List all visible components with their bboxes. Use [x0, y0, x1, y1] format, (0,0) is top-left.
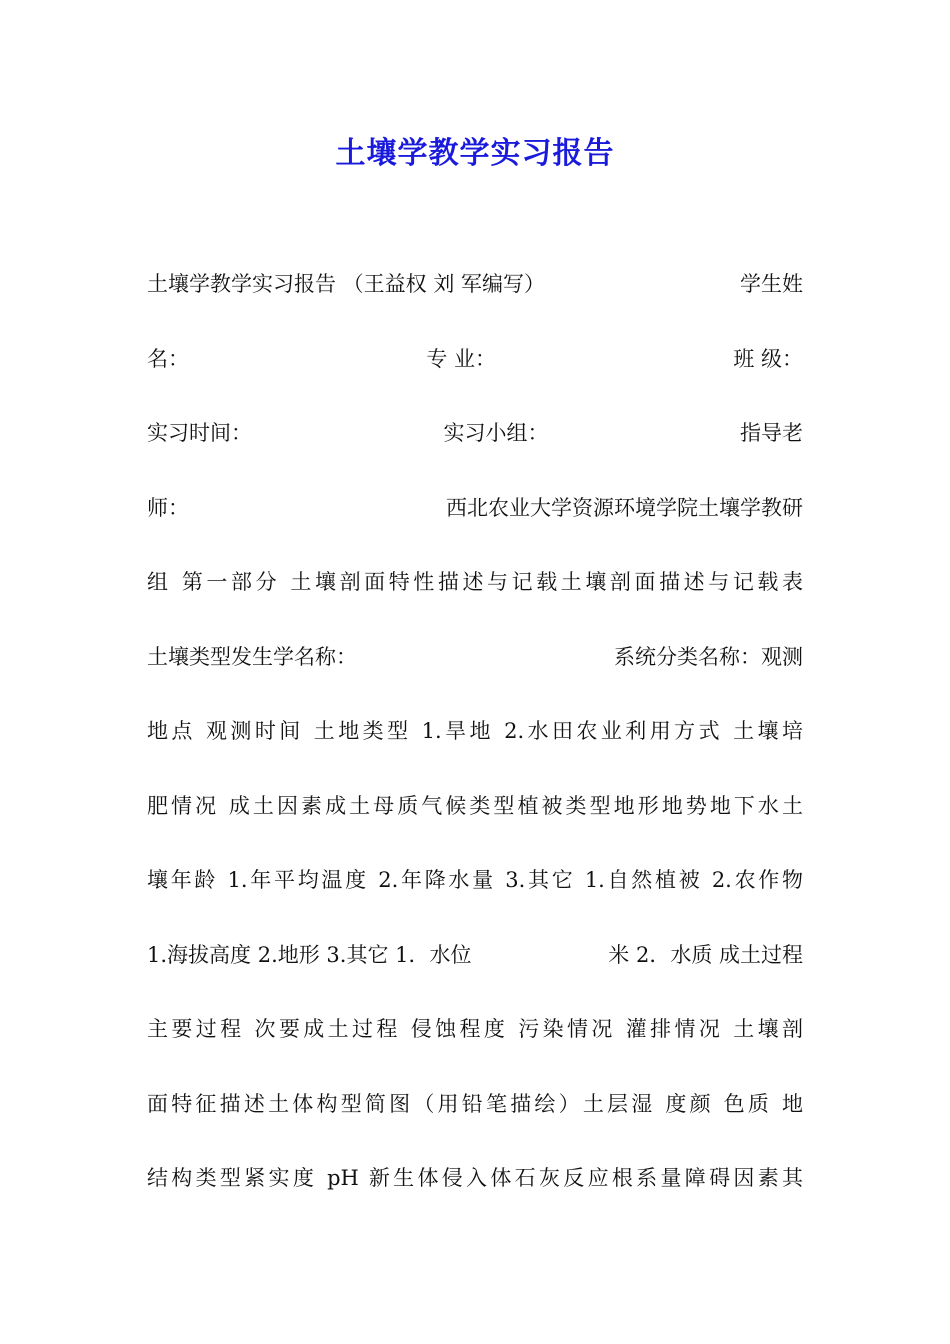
text-segment: 指导老: [740, 421, 803, 445]
text-line: 主要过程 次要成土过程 侵蚀程度 污染情况 灌排情况 土壤剖: [147, 1017, 803, 1041]
text-segment: 土壤学教学实习报告 （王益权 刘 军编写）: [147, 272, 546, 296]
text-segment: 班 级：: [733, 346, 803, 371]
document-title: 土壤学教学实习报告: [335, 136, 615, 171]
text-segment: 学生姓: [740, 272, 803, 296]
text-line: 地点 观测时间 土地类型 1.旱地 2.水田农业利用方式 土壤培: [147, 719, 803, 743]
text-segment: 名：: [147, 346, 189, 371]
text-line: [147, 933, 803, 1008]
text-line: 壤年龄 1.年平均温度 2.年降水量 3.其它 1.自然植被 2.农作物: [147, 868, 803, 892]
document-body: [147, 262, 803, 1231]
text-segment: 师：: [147, 495, 189, 520]
text-segment: 系统分类名称：观测: [614, 644, 803, 669]
text-segment: 西北农业大学资源环境学院土壤学教研: [446, 495, 803, 520]
text-line: [147, 411, 803, 486]
text-line: [147, 337, 803, 412]
text-line: 组 第一部分 土壤剖面特性描述与记载土壤剖面描述与记载表: [147, 570, 803, 594]
text-segment: 实习小组：: [443, 421, 549, 445]
text-line: [147, 635, 803, 710]
text-segment: 土壤类型发生学名称：: [147, 644, 357, 669]
text-segment: 米 2．水质 成土过程: [608, 942, 803, 967]
text-line: 面特征描述土体构型简图（用铅笔描绘）土层湿 度颜 色质 地: [147, 1091, 803, 1116]
text-line: [147, 262, 803, 337]
text-line: 肥情况 成土因素成土母质气候类型植被类型地形地势地下水土: [147, 793, 803, 818]
text-segment: 1.海拔高度 2.地形 3.其它 1．水位: [147, 942, 472, 967]
text-line: [147, 486, 803, 561]
text-line: 结构类型紧实度 pH 新生体侵入体石灰反应根系量障碍因素其: [147, 1166, 803, 1190]
text-segment: 专 业：: [426, 346, 496, 371]
text-segment: 实习时间：: [147, 421, 252, 445]
